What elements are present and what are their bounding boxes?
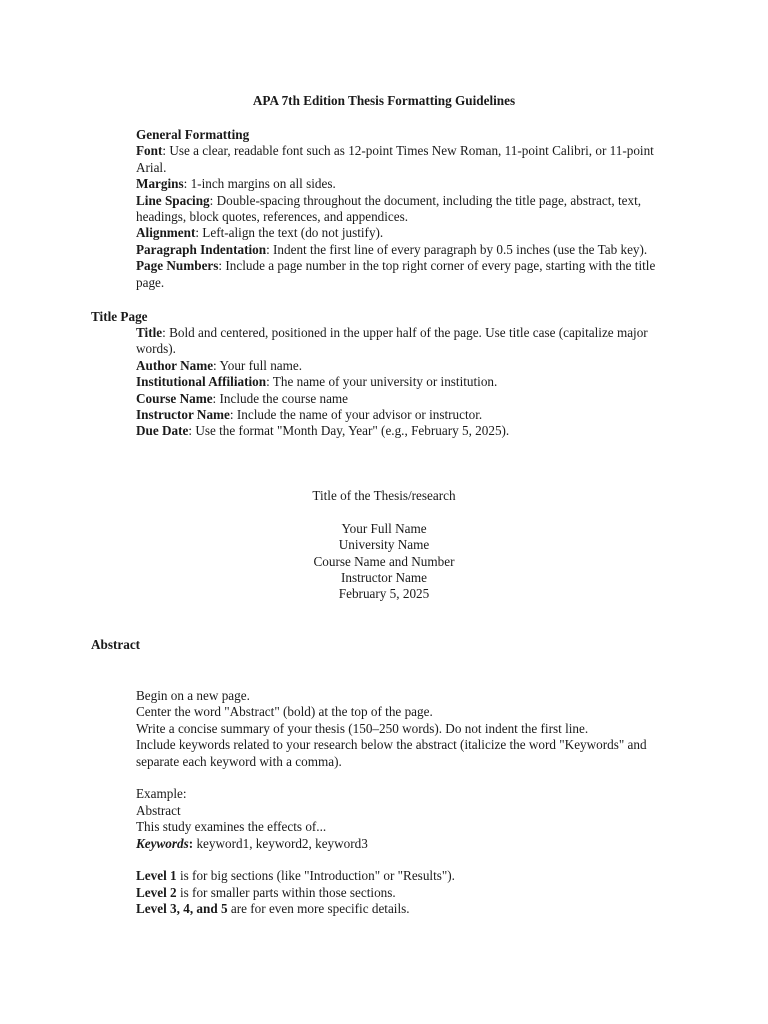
abstract-line: Center the word "Abstract" (bold) at the top of the page.: [136, 704, 433, 720]
alignment-item: [136, 225, 676, 241]
item-text: : Include a page number in the top right corner of every page, starting with the title page.: [136, 258, 656, 290]
item-text: : Indent the first line of every paragraph by 0.5 inches (use the Tab key).: [266, 241, 648, 257]
keywords-text: keyword1, keyword2, keyword3: [193, 835, 368, 851]
abstract-line: Include keywords related to your research below the abstract (italicize the word "Keywords" and separate each keyword with a comma).: [136, 737, 647, 769]
level-label: Level 2: [136, 884, 177, 900]
item-text: : Include the name of your advisor or instructor.: [229, 407, 483, 423]
title-page-heading: Title Page: [91, 309, 148, 324]
level-text: is for smaller parts within those sections.: [176, 884, 396, 900]
item-label: Course Name: [136, 390, 213, 406]
level-item: [136, 901, 676, 917]
instructor-name-item: [136, 407, 676, 423]
institutional-affiliation-item: [136, 374, 676, 390]
example-text: This study examines the effects of...: [136, 819, 327, 835]
sample-university: University Name: [338, 537, 430, 553]
due-date-item: [136, 423, 676, 439]
item-label: Author Name: [136, 357, 214, 373]
paragraph-indentation-item: [136, 242, 676, 258]
margins-item: [136, 176, 676, 192]
keywords-label: Keywords: [136, 835, 189, 851]
level-item: [136, 868, 676, 884]
item-label: Title: [136, 325, 163, 340]
title-page-section: [136, 325, 676, 440]
keywords-line: Keywords: keyword1, keyword2, keyword3: [136, 835, 368, 851]
item-label: Page Numbers: [136, 258, 219, 274]
sample-title: Title of the Thesis/research: [312, 488, 456, 503]
example-heading: Abstract: [136, 802, 181, 818]
abstract-line: Begin on a new page.: [136, 688, 250, 703]
sample-course: Course Name and Number: [313, 553, 455, 569]
item-text: : Include the course name: [212, 390, 349, 406]
item-label: Due Date: [136, 423, 189, 439]
line-spacing-item: [136, 193, 676, 226]
author-name-item: [136, 358, 676, 374]
item-text: : Use a clear, readable font such as 12-point Times New Roman, 11-point Calibri, or 11-point Arial.: [136, 143, 654, 175]
level-text: are for even more specific details.: [227, 901, 410, 917]
item-label: Margins: [136, 176, 184, 192]
item-text: : Your full name.: [213, 357, 303, 373]
abstract-section: [136, 688, 676, 918]
page-numbers-item: [136, 258, 676, 291]
level-label: Level 1: [136, 868, 177, 884]
example-label: Example:: [136, 786, 187, 802]
item-label: Paragraph Indentation: [136, 241, 267, 257]
abstract-line: Write a concise summary of your thesis (150–250 words). Do not indent the first line.: [136, 720, 589, 736]
item-text: : Use the format "Month Day, Year" (e.g., February 5, 2025).: [188, 423, 510, 439]
level-text: is for big sections (like "Introduction" or "Results").: [176, 868, 455, 884]
sample-date: February 5, 2025: [338, 586, 430, 602]
sample-instructor: Instructor Name: [340, 570, 428, 586]
item-text: : 1-inch margins on all sides.: [183, 176, 336, 192]
item-text: : Double-spacing throughout the document, including the title page, abstract, text, headings, block quotes, references, and appendices.: [136, 192, 642, 225]
item-label: Institutional Affiliation: [136, 374, 267, 390]
item-text: : Left-align the text (do not justify).: [195, 225, 384, 241]
item-label: Line Spacing: [136, 192, 210, 208]
item-text: : The name of your university or institution.: [266, 374, 498, 390]
document-title: APA 7th Edition Thesis Formatting Guidelines: [252, 93, 516, 108]
item-text: : Bold and centered, positioned in the upper half of the page. Use title case (capitalize major words).: [136, 325, 648, 357]
font-item: [136, 143, 676, 176]
item-label: Alignment: [136, 225, 196, 241]
abstract-heading: Abstract: [91, 637, 141, 652]
item-label: Instructor Name: [136, 407, 230, 423]
general-formatting-heading: General Formatting: [136, 127, 250, 142]
item-label: Font: [136, 143, 163, 159]
sample-name: Your Full Name: [341, 520, 427, 536]
level-item: [136, 885, 676, 901]
level-label: Level 3, 4, and 5: [136, 901, 228, 917]
sample-title-page: [0, 488, 768, 603]
course-name-item: [136, 391, 676, 407]
general-formatting-section: [136, 127, 676, 291]
title-item: [136, 325, 676, 358]
